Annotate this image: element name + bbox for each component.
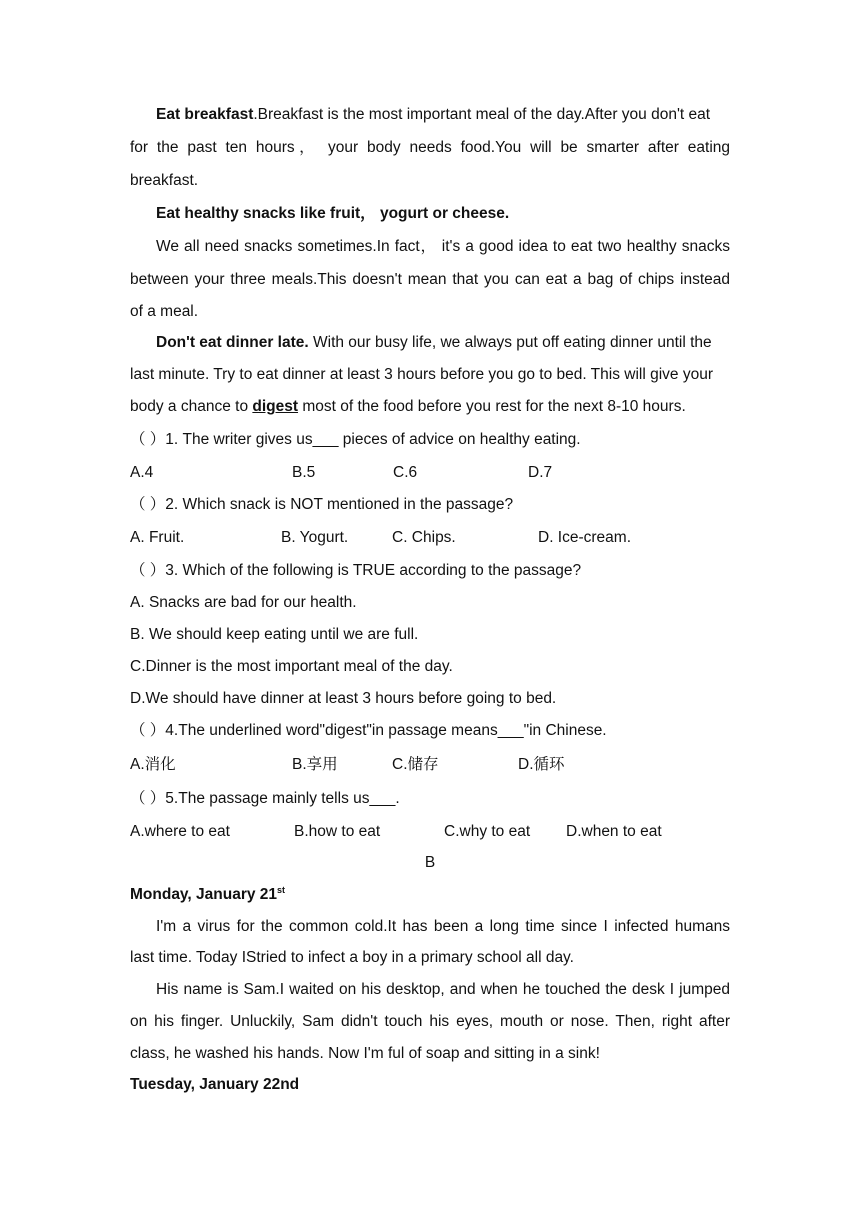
paragraph-breakfast-line-3: breakfast. bbox=[130, 172, 199, 189]
question-3-option-a: A. Snacks are bad for our health. bbox=[130, 594, 357, 611]
diary-p1-line-1: I'm a virus for the common cold.It has been a long time since I infected humans bbox=[156, 918, 730, 935]
text-span: body a chance to bbox=[130, 398, 253, 415]
paragraph-snacks-line-2: between your three meals.This doesn't mean that you can eat a bag of chips instead bbox=[130, 271, 730, 288]
question-5-option-c: C.why to eat bbox=[444, 823, 531, 840]
paragraph-snacks-line-1: We all need snacks sometimes.In fact， it's a good idea to eat two healthy snacks bbox=[156, 238, 730, 255]
underlined-word-digest: digest bbox=[252, 398, 299, 415]
paragraph-dinner-line-2: last minute. Try to eat dinner at least 3 hours before you go to bed. This will give your bbox=[130, 366, 713, 383]
diary-date-monday bbox=[130, 885, 730, 905]
paragraph-breakfast-line-1 bbox=[156, 105, 730, 125]
question-4-stem: （ ）4.The underlined word"digest"in passage means___"in Chinese. bbox=[130, 722, 607, 739]
paragraph-breakfast-line-2: for the past ten hours， your body needs food.You will be smarter after eating bbox=[130, 139, 730, 156]
question-1-option-b: B.5 bbox=[292, 464, 316, 481]
date-ordinal-suffix: st bbox=[277, 884, 286, 895]
text-span: most of the food before you rest for the next 8-10 hours. bbox=[298, 398, 686, 415]
heading-healthy-snacks bbox=[156, 204, 730, 224]
question-1-option-a: A.4 bbox=[130, 464, 154, 481]
question-2-stem: （ ）2. Which snack is NOT mentioned in the passage? bbox=[130, 496, 514, 513]
diary-date-tuesday bbox=[130, 1075, 730, 1095]
question-3-option-b: B. We should keep eating until we are full. bbox=[130, 626, 419, 643]
question-5-option-a: A.where to eat bbox=[130, 823, 230, 840]
diary-p1-line-2: last time. Today IStried to infect a boy in a primary school all day. bbox=[130, 949, 574, 966]
text-span: With our busy life, we always put off eating dinner until the bbox=[308, 334, 712, 351]
question-2-option-b: B. Yogurt. bbox=[281, 529, 349, 546]
question-5-option-d: D.when to eat bbox=[566, 823, 662, 840]
diary-p2-line-1: His name is Sam.I waited on his desktop, and when he touched the desk I jumped bbox=[156, 981, 730, 998]
question-4-option-a: A.消化 bbox=[130, 756, 176, 773]
bold-text: Monday, January 21 bbox=[130, 886, 278, 903]
question-3-option-d: D.We should have dinner at least 3 hours before going to bed. bbox=[130, 690, 557, 707]
diary-p2-line-3: class, he washed his hands. Now I'm ful of soap and sitting in a sink! bbox=[130, 1045, 600, 1062]
paragraph-dinner-line-3 bbox=[130, 397, 730, 417]
question-2-option-a: A. Fruit. bbox=[130, 529, 185, 546]
question-4-option-c: C.储存 bbox=[392, 756, 439, 773]
bold-text: Eat healthy snacks like fruit， yogurt or cheese. bbox=[156, 205, 510, 222]
question-4-option-d: D.循环 bbox=[518, 756, 565, 773]
question-5-stem: （ ）5.The passage mainly tells us___. bbox=[130, 790, 400, 807]
question-2-option-c: C. Chips. bbox=[392, 529, 456, 546]
paragraph-snacks-line-3: of a meal. bbox=[130, 303, 199, 320]
question-3-stem: （ ）3. Which of the following is TRUE according to the passage? bbox=[130, 562, 582, 579]
section-b-label: B bbox=[424, 854, 436, 871]
bold-text: Tuesday, January 22nd bbox=[130, 1076, 300, 1093]
question-3-option-c: C.Dinner is the most important meal of the day. bbox=[130, 658, 453, 675]
question-1-stem: （ ）1. The writer gives us___ pieces of advice on healthy eating. bbox=[130, 431, 581, 448]
question-1-option-d: D.7 bbox=[528, 464, 553, 481]
question-5-option-b: B.how to eat bbox=[294, 823, 381, 840]
heading-eat-breakfast: Eat breakfast bbox=[156, 106, 254, 123]
paragraph-dinner-line-1 bbox=[156, 333, 730, 353]
question-1-option-c: C.6 bbox=[393, 464, 418, 481]
heading-dont-eat-dinner-late: Don't eat dinner late. bbox=[156, 334, 309, 351]
text-span: .Breakfast is the most important meal of the day.After you don't eat bbox=[253, 106, 711, 123]
question-4-option-b: B.享用 bbox=[292, 756, 338, 773]
question-2-option-d: D. Ice-cream. bbox=[538, 529, 632, 546]
diary-p2-line-2: on his finger. Unluckily, Sam didn't touch his eyes, mouth or nose. Then, right after bbox=[130, 1013, 730, 1030]
